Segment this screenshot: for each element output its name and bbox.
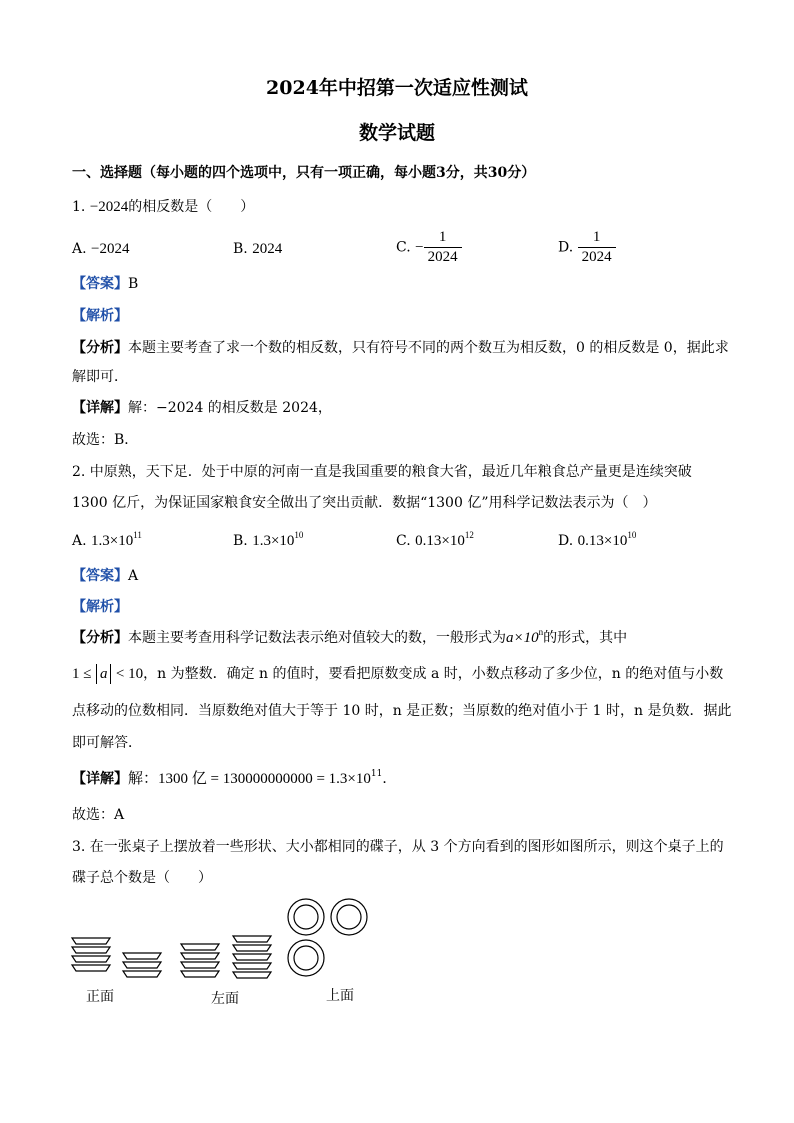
section-heading: 一、选择题（每小题的四个选项中，只有一项正确，每小题3分，共30分） xyxy=(72,165,536,181)
question-1-expression: −2024 xyxy=(89,199,129,215)
q2-fenxi-line2 xyxy=(72,664,723,684)
option-value xyxy=(415,530,474,549)
q2-choose: 故选：A xyxy=(72,807,125,823)
answer-value: B xyxy=(128,276,139,292)
option-value: 2024 xyxy=(252,241,283,257)
option-label: C. xyxy=(396,239,411,256)
option-sign: − xyxy=(415,239,424,256)
question-3-line1: 3. 在一张桌子上摆放着一些形状、大小都相同的碟子，从 3 个方向看到的图形如图所示，则这个桌子上的 xyxy=(72,839,724,855)
q2-fenxi-line3: 点移动的位数相同．当原数绝对值大于等于 10 时，n 是正数；当原数的绝对值小于 1 时，n 是负数．据此 xyxy=(72,703,732,719)
front-view-label: 正面 xyxy=(86,989,114,1005)
q1-option-d xyxy=(558,228,616,267)
front-view-stack-left xyxy=(72,938,110,971)
option-value xyxy=(91,530,142,549)
fraction-denominator: 2024 xyxy=(581,249,612,265)
front-view-stack-right xyxy=(123,953,161,977)
q2-detail xyxy=(72,769,396,789)
fenxi-text: ，n 为整数．确定 n 的值时，要看把原数变成 a 时，小数点移动了多少位，n 的绝对值与小数 xyxy=(143,666,724,682)
option-label: A. xyxy=(72,533,87,549)
inequality-left: 1 ≤ xyxy=(72,666,92,682)
page-subtitle: 数学试题 xyxy=(358,122,435,144)
fraction xyxy=(578,228,616,267)
fraction-denominator: 2024 xyxy=(427,249,458,265)
fenxi-text-end: 的形式，其中 xyxy=(543,630,628,646)
sci-exponent: 10 xyxy=(627,530,637,540)
option-value: −2024 xyxy=(91,241,130,257)
q2-option-b xyxy=(233,531,303,551)
detail-end: ． xyxy=(382,771,397,787)
q2-option-a xyxy=(72,531,142,551)
option-value xyxy=(577,530,637,549)
question-2-line1: 2. 中原熟，天下足．处于中原的河南一直是我国重要的粮食大省，最近几年粮食总产量更是连续突破 xyxy=(72,464,692,480)
question-2-line2: 1300 亿斤，为保证国家粮食安全做出了突出贡献．数据“1300 亿”用科学记数法表示为（ ） xyxy=(72,495,657,511)
question-number: 1. xyxy=(72,199,86,215)
option-label: B. xyxy=(233,241,248,257)
q1-detail xyxy=(72,398,332,418)
sci-exponent: 12 xyxy=(464,530,474,540)
fenxi-tag: 【分析】 xyxy=(72,630,128,646)
question-3-line2: 碟子总个数是（ ） xyxy=(72,870,212,886)
fenxi-tag: 【分析】 xyxy=(72,340,128,356)
formula-base: a×10 xyxy=(506,630,539,646)
q2-analysis-tag xyxy=(72,597,128,617)
option-label: D. xyxy=(558,239,574,256)
detail-tag: 【详解】 xyxy=(72,400,128,416)
detail-tag: 【详解】 xyxy=(72,771,128,787)
q2-option-c xyxy=(396,531,474,551)
q1-option-c xyxy=(396,228,462,267)
sci-exponent: 10 xyxy=(294,530,304,540)
left-view-label: 左面 xyxy=(211,991,239,1007)
sci-base: 0.13×10 xyxy=(577,533,628,549)
q1-answer xyxy=(72,274,138,294)
option-label: D. xyxy=(558,533,574,549)
q1-analysis-tag xyxy=(72,306,128,326)
sci-base: 1.3×10 xyxy=(252,533,295,549)
q1-fenxi-line2: 解即可． xyxy=(72,369,128,385)
analysis-tag: 【解析】 xyxy=(72,308,128,324)
fenxi-formula xyxy=(506,627,544,646)
analysis-tag: 【解析】 xyxy=(72,599,128,615)
q1-option-b xyxy=(233,239,282,259)
question-1-stem xyxy=(72,197,254,217)
sci-base: 0.13×10 xyxy=(415,533,465,549)
option-label: C. xyxy=(396,533,411,549)
top-view-label: 上面 xyxy=(326,988,354,1004)
q1-fenxi-line1 xyxy=(72,338,729,358)
q2-fenxi-line1 xyxy=(72,628,627,648)
fenxi-text: 本题主要考查了求一个数的相反数，只有符号不同的两个数互为相反数，0 的相反数是 0，据此求 xyxy=(128,340,729,356)
sci-base: 1.3×10 xyxy=(91,533,134,549)
left-view-stack-right xyxy=(233,936,271,978)
answer-tag: 【答案】 xyxy=(72,276,128,292)
answer-value: A xyxy=(128,568,139,584)
left-view-stack-left xyxy=(181,944,219,977)
option-label: A. xyxy=(72,241,87,257)
question-1-text: 的相反数是（ ） xyxy=(128,199,255,215)
fraction-numerator: 1 xyxy=(424,228,462,248)
sci-exponent: 11 xyxy=(133,530,142,540)
detail-exponent: 11 xyxy=(370,769,383,779)
q2-option-d xyxy=(558,531,636,551)
absolute-value: a xyxy=(96,664,112,684)
fraction xyxy=(424,228,462,267)
option-label: B. xyxy=(233,533,248,549)
q1-choose: 故选：B． xyxy=(72,432,139,448)
fraction-numerator: 1 xyxy=(578,228,616,248)
top-view-circles xyxy=(288,899,367,976)
detail-text: 解：−2024 的相反数是 2024， xyxy=(128,400,332,416)
page-title: 2024年中招第一次适应性测试 xyxy=(266,77,528,99)
inequality-right: < 10 xyxy=(115,666,144,682)
q2-fenxi-line4: 即可解答． xyxy=(72,735,142,751)
q1-option-a xyxy=(72,239,129,259)
answer-tag: 【答案】 xyxy=(72,568,128,584)
fenxi-text: 本题主要考查用科学记数法表示绝对值较大的数，一般形式为 xyxy=(128,630,506,646)
option-value xyxy=(252,530,304,549)
q2-answer xyxy=(72,566,138,586)
formula-exponent: n xyxy=(538,627,544,637)
detail-text: 解：1300 亿 = 130000000000 = 1.3×10 xyxy=(128,771,371,787)
